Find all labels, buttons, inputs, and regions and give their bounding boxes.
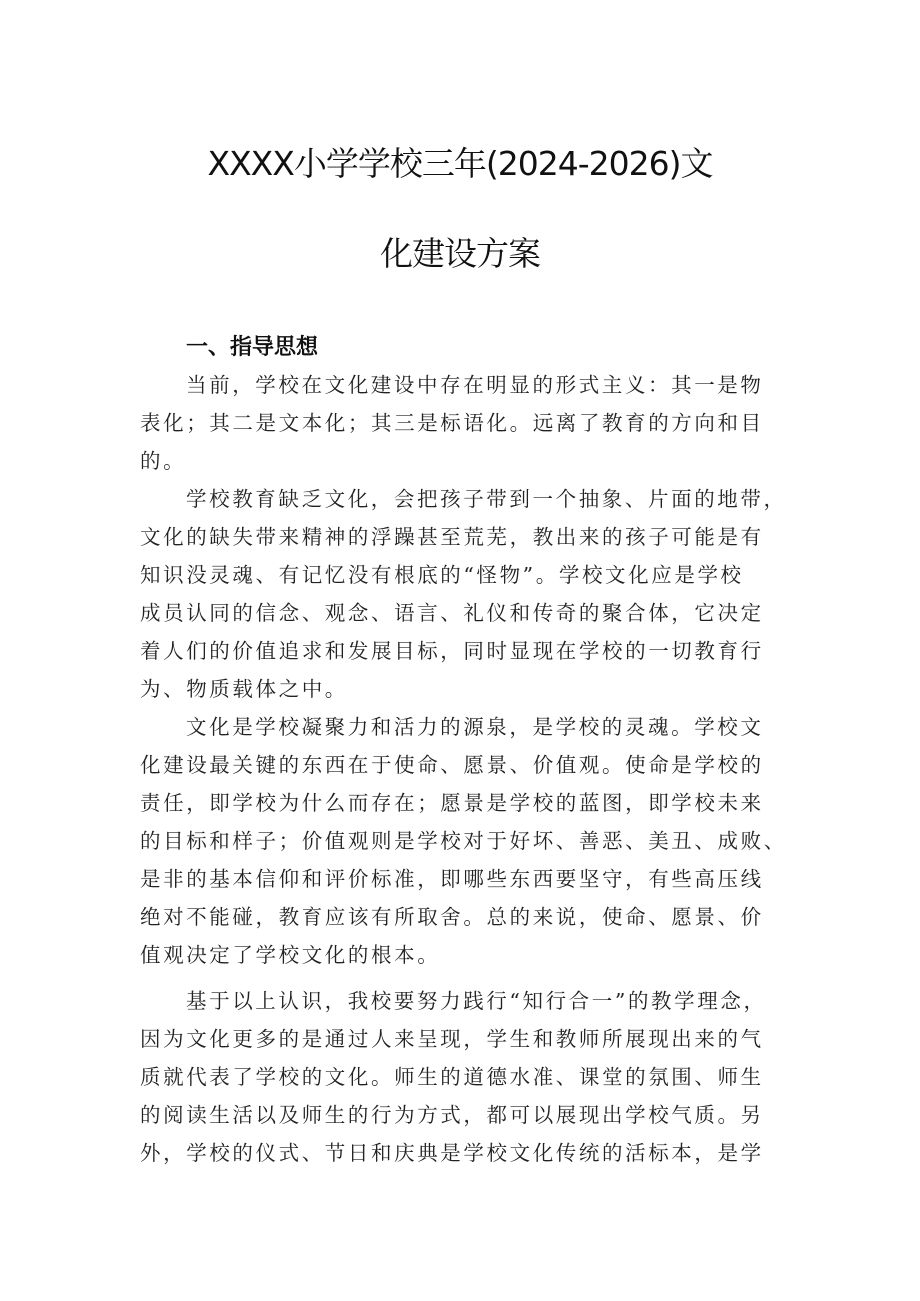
paragraph-line: 值观决定了学校文化的根本。 (140, 943, 441, 967)
paragraph-line: 质就代表了学校的文化。师生的道德水准、课堂的氛围、师生 (140, 1065, 764, 1089)
paragraph-line: 绝对不能碰，教育应该有所取舍。总的来说，使命、愿景、价 (140, 905, 764, 929)
document-title-line-2: 化建设方案 (380, 234, 540, 273)
document-title-line-1: XXXX小学学校三年(2024-2026)文 (207, 144, 713, 183)
paragraph-line: 为、物质载体之中。 (140, 677, 348, 701)
paragraph-line: 学校教育缺乏文化，会把孩子带到一个抽象、片面的地带， (186, 487, 787, 511)
paragraph-line: 基于以上认识，我校要努力践行“知行合一”的教学理念， (186, 989, 767, 1013)
paragraph-4 (140, 982, 780, 1172)
paragraph-line: 是非的基本信仰和评价标准，即哪些东西要坚守，有些高压线 (140, 867, 764, 891)
paragraph-line: 的目标和样子；价值观则是学校对于好坏、善恶、美丑、成败、 (140, 829, 787, 853)
paragraph-line: 成员认同的信念、观念、语言、礼仪和传奇的聚合体，它决定 (140, 601, 764, 625)
paragraph-line: 的。 (140, 449, 187, 473)
paragraph-line: 知识没灵魂、有记忆没有根底的“怪物”。学校文化应是学校 (140, 563, 744, 587)
paragraph-line: 责任，即学校为什么而存在；愿景是学校的蓝图，即学校未来 (140, 791, 764, 815)
section-heading-guiding-ideology: 一、指导思想 (186, 335, 319, 360)
paragraph-line: 当前，学校在文化建设中存在明显的形式主义：其一是物 (186, 373, 764, 397)
paragraph-line: 外，学校的仪式、节日和庆典是学校文化传统的活标本，是学 (140, 1141, 764, 1165)
paragraph-line: 文化是学校凝聚力和活力的源泉，是学校的灵魂。学校文 (186, 715, 764, 739)
paragraph-line: 表化；其二是文本化；其三是标语化。远离了教育的方向和目 (140, 411, 764, 435)
paragraph-line: 的阅读生活以及师生的行为方式，都可以展现出学校气质。另 (140, 1103, 764, 1127)
paragraph-line: 因为文化更多的是通过人来呈现，学生和教师所展现出来的气 (140, 1027, 764, 1051)
paragraph-line: 化建设最关键的东西在于使命、愿景、价值观。使命是学校的 (140, 753, 764, 777)
paragraph-1 (140, 366, 780, 480)
paragraph-2 (140, 480, 787, 708)
paragraph-line: 文化的缺失带来精神的浮躁甚至荒芜，教出来的孩子可能是有 (140, 525, 764, 549)
paragraph-line: 着人们的价值追求和发展目标，同时显现在学校的一切教育行 (140, 639, 764, 663)
paragraph-3 (140, 708, 787, 974)
